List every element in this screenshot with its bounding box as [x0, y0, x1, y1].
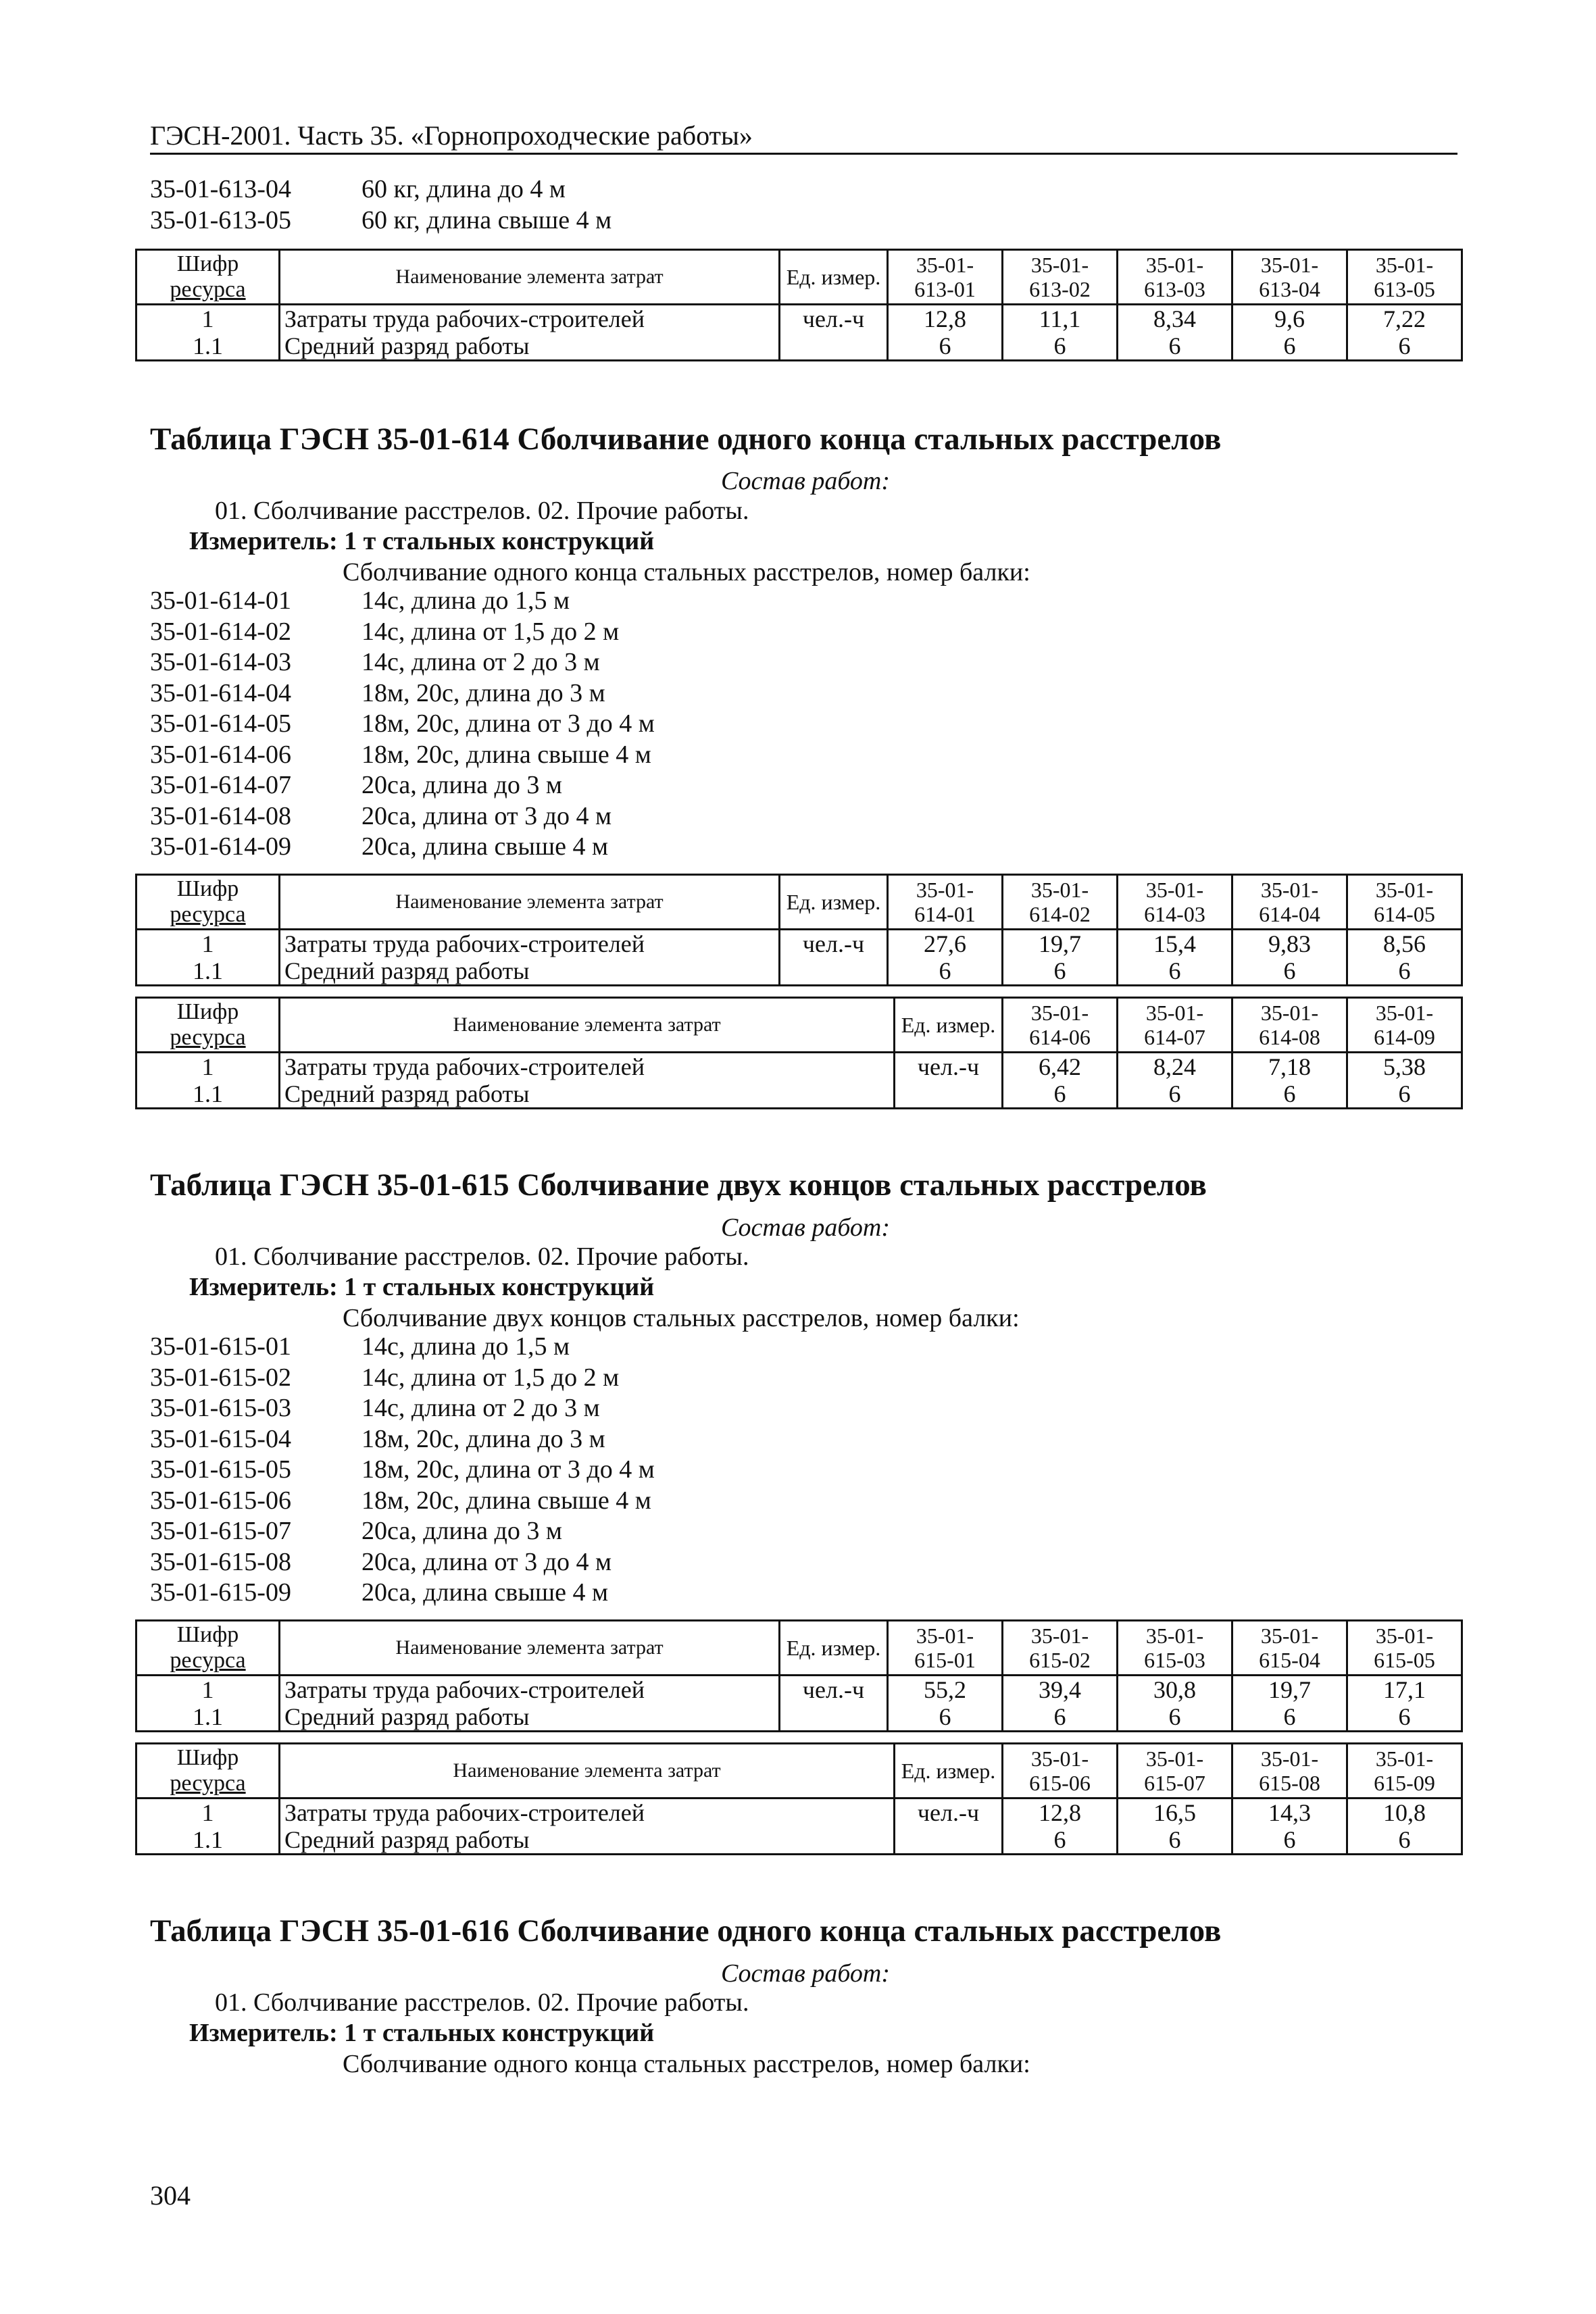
resource-code: 35-01-615-03 [150, 1394, 291, 1422]
norm-code-prefix: 35-01- [1145, 253, 1204, 277]
row-unit [895, 1826, 1003, 1855]
norm-code-prefix: 35-01- [1260, 1746, 1319, 1771]
resource-code: 35-01-615-01 [150, 1332, 291, 1361]
norm-code-prefix: 35-01- [1030, 878, 1089, 902]
norm-code-suffix: 614-04 [1259, 902, 1320, 926]
header-norm-code [1347, 998, 1462, 1053]
code-row [150, 1547, 1096, 1578]
table-615-a [135, 1619, 1463, 1732]
norm-code-prefix: 35-01- [1030, 1001, 1089, 1025]
code-row [150, 1393, 1096, 1424]
code-row [150, 586, 1096, 617]
grade-value: 6 [888, 1703, 1003, 1732]
header-norm-code [1347, 1744, 1462, 1799]
header-shifr-line1: Шифр [176, 251, 239, 276]
norm-code-suffix: 613-05 [1374, 277, 1435, 301]
resource-code: 35-01-613-05 [150, 205, 291, 234]
header-norm-code [888, 875, 1003, 930]
row-name: Затраты труда рабочих-строителей [280, 1799, 895, 1827]
header-norm-code [1118, 998, 1232, 1053]
resource-code: 35-01-614-01 [150, 586, 291, 615]
row-unit [780, 957, 888, 986]
header-name: Наименование элемента затрат [280, 875, 780, 930]
resource-desc: 14с, длина от 2 до 3 м [361, 648, 600, 676]
header-norm-code [1118, 1621, 1232, 1676]
row-code: 1 [136, 1799, 280, 1827]
header-norm-code [1232, 1621, 1347, 1676]
code-row [150, 205, 1096, 236]
header-shifr-line1: Шифр [176, 1745, 239, 1770]
header-norm-code [1003, 250, 1118, 305]
code-row [150, 678, 1096, 709]
grade-value: 6 [1232, 957, 1347, 986]
row-unit [780, 1703, 888, 1732]
norm-code-prefix: 35-01- [1145, 1001, 1204, 1025]
norm-code-suffix: 614-05 [1374, 902, 1435, 926]
header-shifr [136, 998, 280, 1053]
grade-value: 6 [1118, 332, 1232, 361]
header-shifr [136, 1621, 280, 1676]
header-norm-code [888, 250, 1003, 305]
header-name: Наименование элемента затрат [280, 998, 895, 1053]
labor-value: 30,8 [1118, 1676, 1232, 1704]
norm-code-prefix: 35-01- [1145, 878, 1204, 902]
row-name: Средний разряд работы [280, 1703, 780, 1732]
resource-desc: 18м, 20с, длина свыше 4 м [361, 1486, 651, 1515]
row-unit: чел.-ч [780, 930, 888, 958]
grade-value: 6 [1347, 1080, 1462, 1109]
labor-value: 7,22 [1347, 305, 1462, 333]
norm-code-prefix: 35-01- [1030, 1746, 1089, 1771]
table-615-b [135, 1742, 1463, 1855]
norm-code-suffix: 615-02 [1029, 1648, 1091, 1672]
resource-code: 35-01-615-07 [150, 1517, 291, 1545]
works-616: 01. Сболчивание расстрелов. 02. Прочие работы. [215, 1988, 749, 2017]
resource-desc: 18м, 20с, длина от 3 до 4 м [361, 1455, 655, 1484]
labor-value: 27,6 [888, 930, 1003, 958]
row-code: 1.1 [136, 1826, 280, 1855]
row-name: Средний разряд работы [280, 1826, 895, 1855]
row-code: 1 [136, 1053, 280, 1081]
header-norm-code [1118, 875, 1232, 930]
norm-code-suffix: 614-07 [1144, 1025, 1205, 1049]
grade-value: 6 [1003, 332, 1118, 361]
resource-code: 35-01-615-08 [150, 1547, 291, 1576]
resource-code: 35-01-615-05 [150, 1455, 291, 1484]
code-row [150, 1332, 1096, 1363]
table-614-a [135, 874, 1463, 986]
code-row [150, 1578, 1096, 1609]
grade-value: 6 [1347, 1703, 1462, 1732]
row-name: Затраты труда рабочих-строителей [280, 1676, 780, 1704]
norm-code-suffix: 613-04 [1259, 277, 1320, 301]
row-unit [895, 1080, 1003, 1109]
code-row [150, 1363, 1096, 1394]
grade-value: 6 [1232, 1703, 1347, 1732]
norm-code-suffix: 615-01 [914, 1648, 976, 1672]
resource-code: 35-01-614-09 [150, 832, 291, 861]
header-norm-code [1347, 250, 1462, 305]
resource-desc: 20са, длина свыше 4 м [361, 1578, 609, 1607]
row-code: 1.1 [136, 1703, 280, 1732]
norm-code-suffix: 615-07 [1144, 1771, 1205, 1795]
header-shifr-line2: ресурса [170, 277, 246, 302]
header-shifr [136, 1744, 280, 1799]
header-shifr-line1: Шифр [176, 1622, 239, 1647]
row-code: 1.1 [136, 1080, 280, 1109]
row-code: 1.1 [136, 332, 280, 361]
header-unit: Ед. измер. [895, 998, 1003, 1053]
norm-code-prefix: 35-01- [916, 1624, 974, 1648]
resource-code: 35-01-615-09 [150, 1578, 291, 1607]
header-norm-code [1347, 875, 1462, 930]
header-shifr [136, 250, 280, 305]
grade-value: 6 [1347, 1826, 1462, 1855]
row-code: 1 [136, 930, 280, 958]
norm-code-suffix: 614-06 [1029, 1025, 1091, 1049]
section-title-614: Таблица ГЭСН 35-01-614 Сболчивание одного конца стальных расстрелов [150, 422, 1222, 457]
labor-value: 6,42 [1003, 1053, 1118, 1081]
labor-value: 39,4 [1003, 1676, 1118, 1704]
labor-value: 15,4 [1118, 930, 1232, 958]
resource-code: 35-01-614-05 [150, 709, 291, 738]
resource-code: 35-01-615-02 [150, 1363, 291, 1392]
code-row [150, 832, 1096, 863]
row-unit: чел.-ч [780, 1676, 888, 1704]
labor-value: 9,6 [1232, 305, 1347, 333]
resource-code: 35-01-615-06 [150, 1486, 291, 1515]
norm-code-suffix: 615-06 [1029, 1771, 1091, 1795]
code-list-614 [150, 586, 1096, 863]
resource-code: 35-01-614-07 [150, 771, 291, 799]
code-row [150, 740, 1096, 771]
header-shifr-line2: ресурса [170, 1771, 246, 1796]
grade-value: 6 [1232, 1080, 1347, 1109]
resource-desc: 14с, длина от 1,5 до 2 м [361, 617, 620, 646]
row-name: Затраты труда рабочих-строителей [280, 1053, 895, 1081]
code-row [150, 1516, 1096, 1547]
norm-code-prefix: 35-01- [916, 878, 974, 902]
code-row [150, 1455, 1096, 1486]
header-norm-code [1232, 998, 1347, 1053]
subtitle-616: Сболчивание одного конца стальных расстрелов, номер балки: [343, 2050, 1030, 2078]
resource-desc: 18м, 20с, длина свыше 4 м [361, 740, 651, 769]
code-row [150, 647, 1096, 678]
code-row [150, 174, 1096, 205]
resource-desc: 60 кг, длина до 4 м [361, 175, 566, 203]
resource-desc: 20са, длина от 3 до 4 м [361, 1547, 612, 1576]
norm-code-prefix: 35-01- [1260, 253, 1319, 277]
header-norm-code [1003, 998, 1118, 1053]
table-613 [135, 249, 1463, 361]
works-615: 01. Сболчивание расстрелов. 02. Прочие работы. [215, 1242, 749, 1271]
norm-code-prefix: 35-01- [1375, 1624, 1434, 1648]
header-shifr [136, 875, 280, 930]
running-header: ГЭСН-2001. Часть 35. «Горнопроходческие работы» [150, 120, 1457, 155]
header-unit: Ед. измер. [780, 875, 888, 930]
row-code: 1.1 [136, 957, 280, 986]
grade-value: 6 [1118, 1080, 1232, 1109]
header-shifr-line2: ресурса [170, 1648, 246, 1673]
sostav-label-616: Состав работ: [720, 1959, 891, 1988]
norm-code-prefix: 35-01- [1030, 1624, 1089, 1648]
header-norm-code [1003, 1621, 1118, 1676]
norm-code-prefix: 35-01- [1375, 253, 1434, 277]
row-name: Средний разряд работы [280, 1080, 895, 1109]
resource-desc: 14с, длина от 2 до 3 м [361, 1394, 600, 1422]
norm-code-suffix: 615-09 [1374, 1771, 1435, 1795]
grade-value: 6 [1347, 957, 1462, 986]
resource-desc: 18м, 20с, длина от 3 до 4 м [361, 709, 655, 738]
code-row [150, 801, 1096, 832]
grade-value: 6 [1347, 332, 1462, 361]
grade-value: 6 [1003, 1080, 1118, 1109]
code-row [150, 709, 1096, 740]
resource-desc: 18м, 20с, длина до 3 м [361, 678, 605, 707]
header-shifr-line1: Шифр [176, 999, 239, 1024]
grade-value: 6 [1003, 1826, 1118, 1855]
norm-code-suffix: 614-09 [1374, 1025, 1435, 1049]
row-unit [780, 332, 888, 361]
header-norm-code [888, 1621, 1003, 1676]
header-unit: Ед. измер. [895, 1744, 1003, 1799]
labor-value: 5,38 [1347, 1053, 1462, 1081]
row-name: Средний разряд работы [280, 332, 780, 361]
header-name: Наименование элемента затрат [280, 1744, 895, 1799]
norm-code-prefix: 35-01- [1260, 1624, 1319, 1648]
row-name: Затраты труда рабочих-строителей [280, 305, 780, 333]
resource-code: 35-01-614-04 [150, 678, 291, 707]
norm-code-prefix: 35-01- [1260, 1001, 1319, 1025]
grade-value: 6 [1118, 1703, 1232, 1732]
sostav-label-614: Состав работ: [720, 467, 891, 495]
norm-code-suffix: 614-01 [914, 902, 976, 926]
resource-desc: 14с, длина до 1,5 м [361, 586, 570, 615]
top-code-list [150, 174, 1096, 236]
labor-value: 8,34 [1118, 305, 1232, 333]
norm-code-prefix: 35-01- [1145, 1746, 1204, 1771]
page-number: 304 [150, 2180, 191, 2211]
section-title-616: Таблица ГЭСН 35-01-616 Сболчивание одного конца стальных расстрелов [150, 1913, 1222, 1948]
norm-code-prefix: 35-01- [1145, 1624, 1204, 1648]
resource-desc: 18м, 20с, длина до 3 м [361, 1424, 605, 1453]
izmeritel-614: Измеритель: 1 т стальных конструкций [189, 527, 655, 555]
header-norm-code [1232, 875, 1347, 930]
resource-desc: 14с, длина от 1,5 до 2 м [361, 1363, 620, 1392]
izmeritel-616: Измеритель: 1 т стальных конструкций [189, 2019, 655, 2047]
header-shifr-line2: ресурса [170, 1025, 246, 1050]
labor-value: 10,8 [1347, 1799, 1462, 1827]
header-shifr-line1: Шифр [176, 876, 239, 901]
labor-value: 11,1 [1003, 305, 1118, 333]
labor-value: 16,5 [1118, 1799, 1232, 1827]
norm-code-suffix: 615-03 [1144, 1648, 1205, 1672]
subtitle-614: Сболчивание одного конца стальных расстрелов, номер балки: [343, 558, 1030, 586]
norm-code-suffix: 614-03 [1144, 902, 1205, 926]
norm-code-prefix: 35-01- [1260, 878, 1319, 902]
resource-desc: 20са, длина свыше 4 м [361, 832, 609, 861]
row-name: Затраты труда рабочих-строителей [280, 930, 780, 958]
labor-value: 8,56 [1347, 930, 1462, 958]
header-norm-code [1118, 250, 1232, 305]
resource-desc: 20са, длина до 3 м [361, 1517, 562, 1545]
norm-code-prefix: 35-01- [916, 253, 974, 277]
code-row [150, 617, 1096, 648]
row-name: Средний разряд работы [280, 957, 780, 986]
norm-code-suffix: 615-08 [1259, 1771, 1320, 1795]
norm-code-suffix: 614-02 [1029, 902, 1091, 926]
izmeritel-615: Измеритель: 1 т стальных конструкций [189, 1273, 655, 1301]
header-norm-code [1003, 875, 1118, 930]
norm-code-suffix: 613-02 [1029, 277, 1091, 301]
grade-value: 6 [1118, 1826, 1232, 1855]
labor-value: 12,8 [888, 305, 1003, 333]
norm-code-prefix: 35-01- [1375, 1746, 1434, 1771]
code-row [150, 1486, 1096, 1517]
grade-value: 6 [1232, 332, 1347, 361]
norm-code-prefix: 35-01- [1375, 878, 1434, 902]
code-row [150, 1424, 1096, 1455]
norm-code-suffix: 615-05 [1374, 1648, 1435, 1672]
code-row [150, 770, 1096, 801]
labor-value: 7,18 [1232, 1053, 1347, 1081]
resource-code: 35-01-614-02 [150, 617, 291, 646]
norm-code-suffix: 613-01 [914, 277, 976, 301]
works-614: 01. Сболчивание расстрелов. 02. Прочие работы. [215, 497, 749, 525]
resource-code: 35-01-614-03 [150, 648, 291, 676]
resource-desc: 14с, длина до 1,5 м [361, 1332, 570, 1361]
header-norm-code [1232, 1744, 1347, 1799]
resource-code: 35-01-613-04 [150, 175, 291, 203]
header-unit: Ед. измер. [780, 250, 888, 305]
grade-value: 6 [888, 957, 1003, 986]
header-norm-code [1347, 1621, 1462, 1676]
grade-value: 6 [1003, 1703, 1118, 1732]
table-614-b [135, 997, 1463, 1109]
labor-value: 19,7 [1232, 1676, 1347, 1704]
header-name: Наименование элемента затрат [280, 250, 780, 305]
resource-code: 35-01-614-08 [150, 801, 291, 830]
resource-desc: 60 кг, длина свыше 4 м [361, 205, 612, 234]
norm-code-prefix: 35-01- [1030, 253, 1089, 277]
resource-desc: 20са, длина до 3 м [361, 771, 562, 799]
header-unit: Ед. измер. [780, 1621, 888, 1676]
sostav-label-615: Состав работ: [720, 1213, 891, 1242]
header-shifr-line2: ресурса [170, 902, 246, 927]
labor-value: 19,7 [1003, 930, 1118, 958]
resource-code: 35-01-615-04 [150, 1424, 291, 1453]
labor-value: 17,1 [1347, 1676, 1462, 1704]
subtitle-615: Сболчивание двух концов стальных расстрелов, номер балки: [343, 1304, 1020, 1332]
labor-value: 55,2 [888, 1676, 1003, 1704]
labor-value: 8,24 [1118, 1053, 1232, 1081]
labor-value: 9,83 [1232, 930, 1347, 958]
grade-value: 6 [1118, 957, 1232, 986]
resource-code: 35-01-614-06 [150, 740, 291, 769]
row-unit: чел.-ч [895, 1053, 1003, 1081]
header-name: Наименование элемента затрат [280, 1621, 780, 1676]
row-code: 1 [136, 305, 280, 333]
grade-value: 6 [1003, 957, 1118, 986]
norm-code-prefix: 35-01- [1375, 1001, 1434, 1025]
header-norm-code [1232, 250, 1347, 305]
labor-value: 14,3 [1232, 1799, 1347, 1827]
row-code: 1 [136, 1676, 280, 1704]
grade-value: 6 [1232, 1826, 1347, 1855]
row-unit: чел.-ч [780, 305, 888, 333]
code-list-615 [150, 1332, 1096, 1609]
norm-code-suffix: 613-03 [1144, 277, 1205, 301]
row-unit: чел.-ч [895, 1799, 1003, 1827]
header-norm-code [1118, 1744, 1232, 1799]
norm-code-suffix: 614-08 [1259, 1025, 1320, 1049]
labor-value: 12,8 [1003, 1799, 1118, 1827]
grade-value: 6 [888, 332, 1003, 361]
norm-code-suffix: 615-04 [1259, 1648, 1320, 1672]
resource-desc: 20са, длина от 3 до 4 м [361, 801, 612, 830]
header-norm-code [1003, 1744, 1118, 1799]
section-title-615: Таблица ГЭСН 35-01-615 Сболчивание двух концов стальных расстрелов [150, 1167, 1207, 1203]
